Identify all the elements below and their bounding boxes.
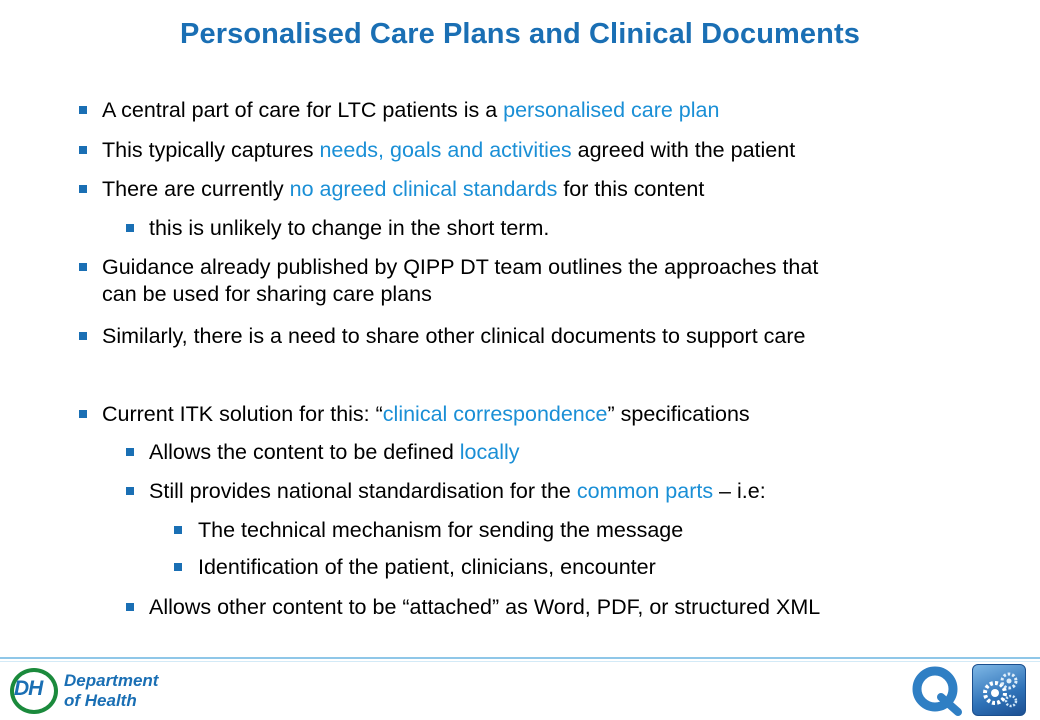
footer-divider-thin	[0, 661, 1040, 662]
bullet-text	[102, 401, 750, 428]
bullet-marker	[126, 487, 134, 495]
slide-title: Personalised Care Plans and Clinical Documents	[180, 18, 860, 50]
qipp-q-icon	[908, 664, 964, 716]
body-text: Allows other content to be “attached” as Word, PDF, or structured XML	[149, 595, 821, 619]
bullet-marker	[126, 224, 134, 232]
bullet-continuation: can be used for sharing care plans	[102, 282, 432, 306]
department-of-health-logo	[10, 668, 170, 716]
highlight-text: locally	[459, 440, 520, 464]
bullet-marker	[126, 448, 134, 456]
bullet-marker	[79, 146, 87, 154]
dh-letters: DH	[14, 677, 43, 700]
highlight-text: no agreed clinical standards	[289, 177, 558, 201]
body-text: ” specifications	[607, 402, 750, 426]
body-text: Still provides national standardisation for the	[149, 479, 577, 503]
bullet-text	[102, 176, 704, 203]
bullet-marker	[79, 332, 87, 340]
bullet-text	[198, 554, 656, 581]
bullet-marker	[174, 563, 182, 571]
body-text: Allows the content to be defined	[149, 440, 460, 464]
bullet-marker	[79, 263, 87, 271]
body-text: The technical mechanism for sending the message	[198, 518, 684, 542]
highlight-text: needs, goals and activities	[319, 138, 572, 162]
footer-divider	[0, 657, 1040, 659]
body-text: – i.e:	[713, 479, 766, 503]
gears-icon	[972, 664, 1026, 716]
body-text: Identification of the patient, clinicians, encounter	[198, 555, 656, 579]
bullet-text	[102, 137, 795, 164]
dh-wordmark	[64, 671, 158, 711]
body-text: for this content	[557, 177, 705, 201]
highlight-text: clinical correspondence	[382, 402, 608, 426]
bullet-text	[198, 517, 683, 544]
gears-glyph	[973, 665, 1025, 715]
body-text: This typically captures	[102, 138, 320, 162]
body-text: this is unlikely to change in the short term.	[149, 216, 550, 240]
bullet-text	[102, 323, 805, 350]
bullet-text	[149, 215, 549, 242]
bullet-marker	[79, 106, 87, 114]
bullet-text	[102, 254, 818, 308]
bullet-text	[102, 97, 719, 124]
body-text: Current ITK solution for this: “	[102, 402, 383, 426]
bullet-text	[149, 594, 820, 621]
body-text: Similarly, there is a need to share other clinical documents to support care	[102, 324, 806, 348]
body-text: agreed with the patient	[571, 138, 796, 162]
bullet-text	[149, 439, 520, 466]
bullet-marker	[79, 185, 87, 193]
bullet-text	[149, 478, 766, 505]
highlight-text: common parts	[576, 479, 714, 503]
bullet-marker	[79, 410, 87, 418]
body-text: There are currently	[102, 177, 290, 201]
body-text: Guidance already published by QIPP DT team outlines the approaches that	[102, 255, 819, 279]
highlight-text: personalised care plan	[503, 98, 720, 122]
bullet-marker	[174, 526, 182, 534]
dh-wordmark-line2: of Health	[64, 691, 137, 710]
bullet-marker	[126, 603, 134, 611]
dh-wordmark-line1: Department	[64, 671, 159, 690]
body-text: A central part of care for LTC patients is a	[102, 98, 504, 122]
